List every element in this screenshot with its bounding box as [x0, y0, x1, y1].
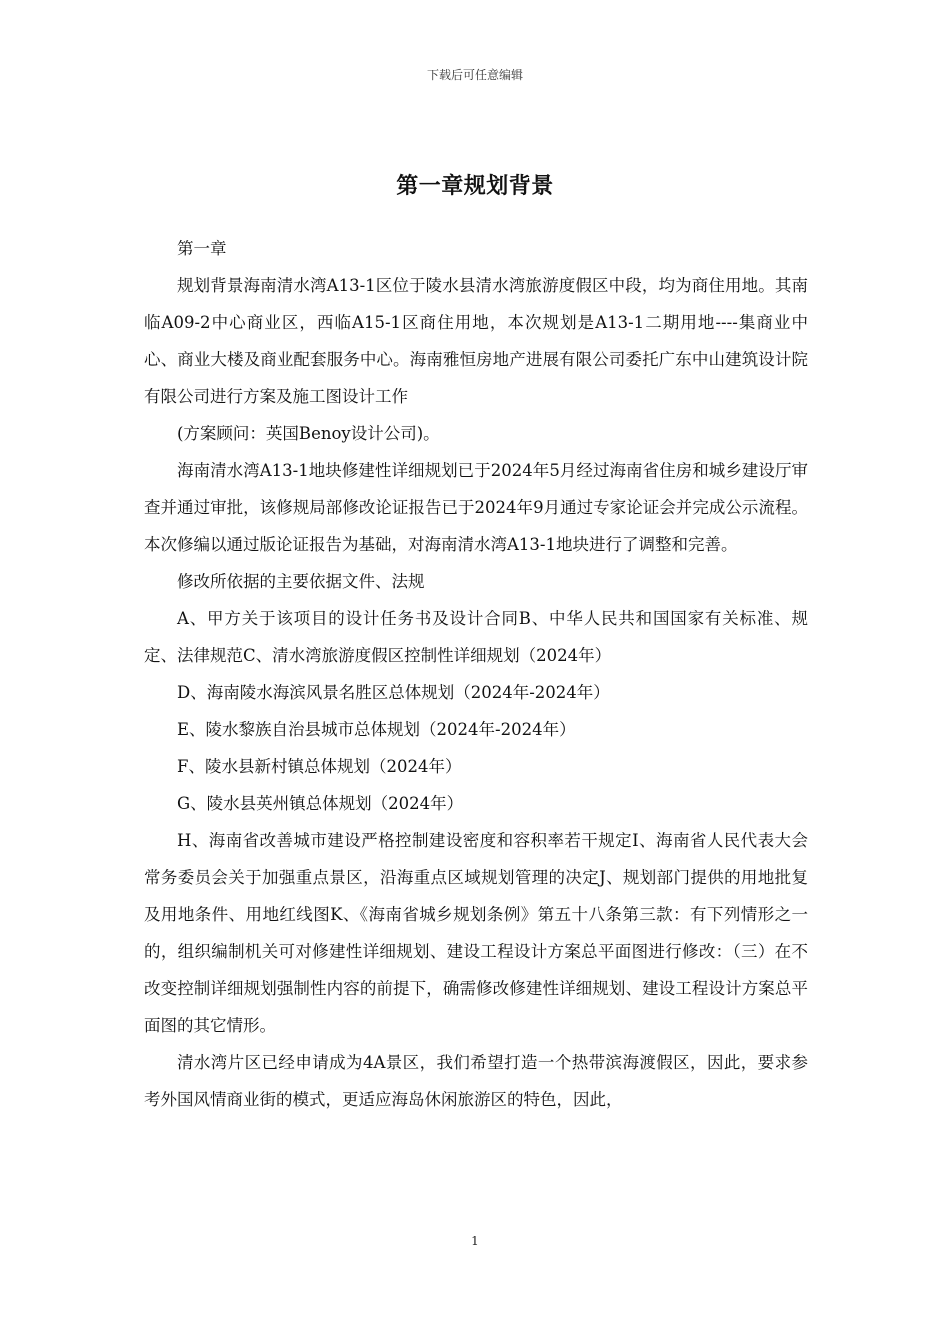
page-number: 1: [471, 1234, 479, 1248]
paragraph-approval-history: 海南清水湾A13-1地块修建性详细规划已于2024年5月经过海南省住房和城乡建设厅审查并通过审批，该修规局部修改论证报告已于2024年9月通过专家论证会并完成公示流程。本次修编以通过版论证报告为基础，对海南清水湾A13-1地块进行了调整和完善。: [144, 461, 808, 554]
paragraph-chapter-label: 第一章: [177, 239, 227, 258]
paragraph-planning-background: 规划背景海南清水湾A13-1区位于陵水县清水湾旅游度假区中段，均为商住用地。其南临A09-2中心商业区，西临A15-1区商住用地，本次规划是A13-1二期用地----集商业中心、商业大楼及商业配套服务中心。海南雅恒房地产进展有限公司委托广东中山建筑设计院有限公司进行方案及施工图设计工作: [144, 276, 808, 406]
paragraph-basis-g: G、陵水县英州镇总体规划（2024年）: [177, 794, 464, 813]
page-header: 下载后可任意编辑: [426, 68, 523, 82]
document-title: 第一章规划背景: [396, 172, 554, 199]
paragraph-scenic-area: 清水湾片区已经申请成为4A景区，我们希望打造一个热带滨海渡假区，因此，要求参考外国风情商业街的模式，更适应海岛休闲旅游区的特色，因此，: [144, 1053, 808, 1109]
paragraph-design-consultant: (方案顾问：英国Benoy设计公司)。: [177, 424, 440, 443]
paragraph-basis-e: E、陵水黎族自治县城市总体规划（2024年-2024年）: [177, 720, 576, 739]
paragraph-basis-d: D、海南陵水海滨风景名胜区总体规划（2024年-2024年）: [177, 683, 610, 702]
paragraph-basis-heading: 修改所依据的主要依据文件、法规: [177, 572, 425, 591]
paragraph-basis-f: F、陵水县新村镇总体规划（2024年）: [177, 757, 462, 776]
paragraph-basis-h-k: H、海南省改善城市建设严格控制建设密度和容积率若干规定I、海南省人民代表大会常务委员会关于加强重点景区，沿海重点区域规划管理的决定J、规划部门提供的用地批复及用地条件、用地红线图K、《海南省城乡规划条例》第五十八条第三款：有下列情形之一的，组织编制机关可对修建性详细规划、建设工程设计方案总平面图进行修改：（三）在不改变控制详细规划强制性内容的前提下，确需修改修建性详细规划、建设工程设计方案总平面图的其它情形。: [144, 831, 808, 1035]
document-body: [144, 230, 808, 1118]
paragraph-basis-a-c: A、甲方关于该项目的设计任务书及设计合同B、中华人民共和国国家有关标准、规定、法律规范C、清水湾旅游度假区控制性详细规划（2024年）: [144, 609, 808, 665]
